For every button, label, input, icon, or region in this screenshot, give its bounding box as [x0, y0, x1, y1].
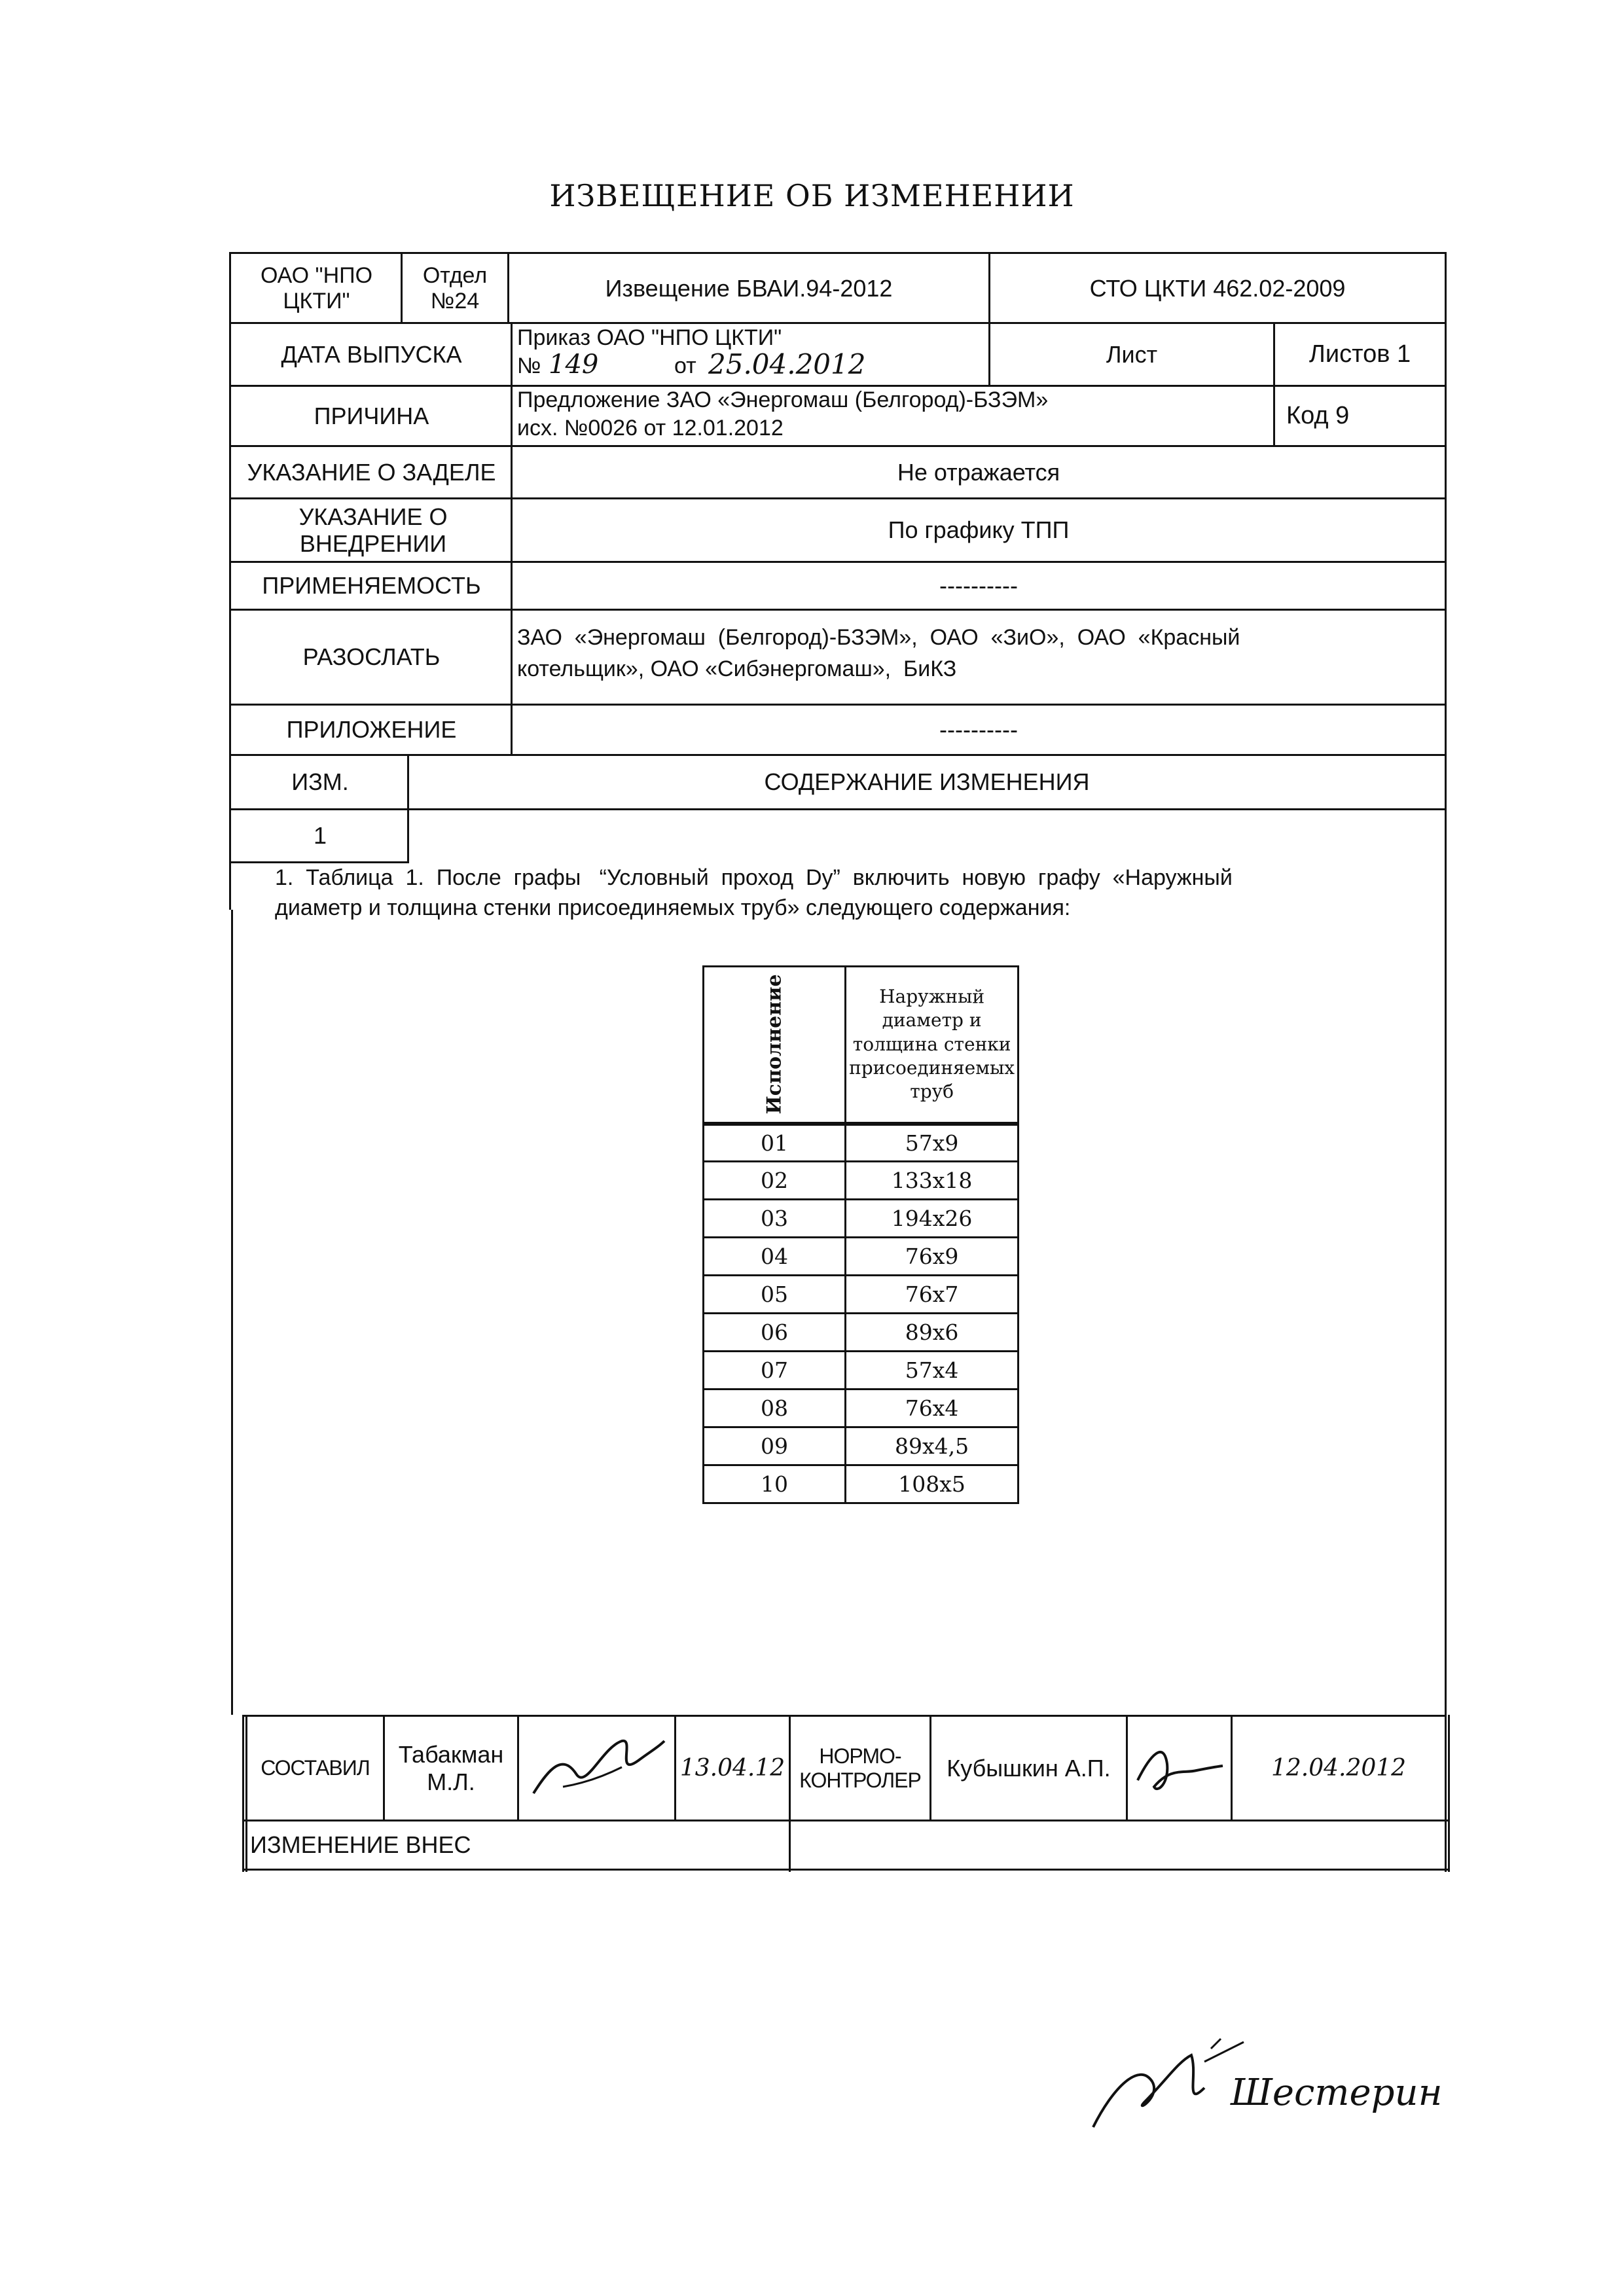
version-cell: 10: [704, 1465, 846, 1503]
table-row: [704, 1427, 1019, 1465]
implementation-value: По графику ТПП: [888, 516, 1070, 544]
normo-date: 12.04.2012: [1271, 1754, 1407, 1782]
size-cell: 133x18: [846, 1162, 1019, 1200]
order-date: 25.04.2012: [708, 348, 866, 380]
table-row: [704, 1465, 1019, 1503]
change-content-label: СОДЕРЖАНИЕ ИЗМЕНЕНИЯ: [764, 768, 1090, 796]
size-cell: 89x6: [846, 1314, 1019, 1352]
composed-date: 13.04.12: [679, 1754, 785, 1782]
sheet-label: Лист: [1106, 340, 1158, 368]
reason-text-line2: исх. №0026 от 12.01.2012: [517, 416, 784, 440]
version-column-header: Исполнение: [704, 967, 846, 1124]
size-cell: 76x7: [846, 1276, 1019, 1314]
version-cell: 05: [704, 1276, 846, 1314]
composed-name: Табакман М.Л.: [398, 1741, 504, 1795]
order-line: Приказ ОАО "НПО ЦКТИ": [517, 325, 782, 350]
version-cell: 03: [704, 1200, 846, 1238]
reserve-value: Не отражается: [897, 458, 1060, 486]
composed-label: СОСТАВИЛ: [261, 1756, 370, 1780]
distribute-line1: ЗАО «Энергомаш (Белгород)-БЗЭМ», ОАО «ЗиО», ОАО «Красный: [517, 625, 1240, 650]
size-cell: 194x26: [846, 1200, 1019, 1238]
table-row: [704, 1352, 1019, 1390]
version-cell: 01: [704, 1124, 846, 1162]
attachment-label: ПРИЛОЖЕНИЕ: [286, 716, 457, 744]
applicability-label: ПРИМЕНЯЕМОСТЬ: [262, 572, 481, 600]
distribute-label: РАЗОСЛАТЬ: [302, 643, 441, 671]
order-number: 149: [549, 350, 599, 380]
org-name: ОАО "НПО ЦКТИ": [260, 262, 373, 314]
table-row: [704, 1200, 1019, 1238]
sheets-count: Листов 1: [1308, 340, 1411, 368]
applicability-value: ----------: [939, 572, 1018, 600]
size-column-header: Наружный диаметр и толщина стенки присоединяемых труб: [846, 967, 1019, 1124]
pipe-size-table: [702, 965, 1019, 1504]
normo-label: НОРМО-КОНТРОЛЕР: [799, 1744, 921, 1792]
version-cell: 06: [704, 1314, 846, 1352]
composer-signature: [524, 1721, 671, 1816]
size-cell: 57x4: [846, 1352, 1019, 1390]
distribute-line2: котельщик», ОАО «Сибэнергомаш», БиКЗ: [517, 656, 957, 681]
izm-label: ИЗМ.: [291, 768, 349, 796]
normo-name: Кубышкин А.П.: [947, 1754, 1111, 1782]
implementation-label: УКАЗАНИЕ О ВНЕДРЕНИИ: [298, 503, 448, 557]
table-row: [704, 1276, 1019, 1314]
order-no-prefix: №: [517, 353, 541, 378]
change-text-line2: диаметр и толщина стенки присоединяемых труб» следующего содержания:: [275, 895, 1071, 920]
version-cell: 04: [704, 1238, 846, 1276]
reason-code: Код 9: [1286, 401, 1350, 429]
version-cell: 07: [704, 1352, 846, 1390]
reserve-label: УКАЗАНИЕ О ЗАДЕЛЕ: [247, 458, 496, 486]
version-cell: 09: [704, 1427, 846, 1465]
attachment-value: ----------: [939, 716, 1018, 744]
issue-date-label: ДАТА ВЫПУСКА: [281, 340, 462, 368]
reason-label: ПРИЧИНА: [314, 402, 429, 429]
size-cell: 76x9: [846, 1238, 1019, 1276]
table-row: [704, 1314, 1019, 1352]
size-cell: 76x4: [846, 1390, 1019, 1427]
change-text-line1: 1. Таблица 1. После графы “Условный проход Dy” включить новую графу «Наружный: [275, 865, 1233, 890]
standard-number: СТО ЦКТИ 462.02-2009: [1089, 275, 1346, 302]
size-cell: 57x9: [846, 1124, 1019, 1162]
table-row: [704, 1124, 1019, 1162]
entered-label: ИЗМЕНЕНИЕ ВНЕС: [250, 1831, 471, 1859]
izm-number: 1: [313, 822, 327, 850]
table-row: [704, 1390, 1019, 1427]
table-row: [704, 1238, 1019, 1276]
normo-signature: [1131, 1728, 1229, 1810]
table-row: [704, 1162, 1019, 1200]
order-date-prefix: от: [674, 353, 696, 378]
size-cell: 89x4,5: [846, 1427, 1019, 1465]
reason-text-line1: Предложение ЗАО «Энергомаш (Белгород)-БЗЭМ»: [517, 387, 1049, 412]
notice-number: Извещение БВАИ.94-2012: [605, 275, 893, 302]
document-title: ИЗВЕЩЕНИЕ ОБ ИЗМЕНЕНИИ: [549, 178, 1075, 213]
version-cell: 08: [704, 1390, 846, 1427]
version-cell: 02: [704, 1162, 846, 1200]
size-cell: 108x5: [846, 1465, 1019, 1503]
department: Отдел №24: [422, 262, 488, 314]
approval-signature: Шестерин: [1080, 2036, 1447, 2144]
